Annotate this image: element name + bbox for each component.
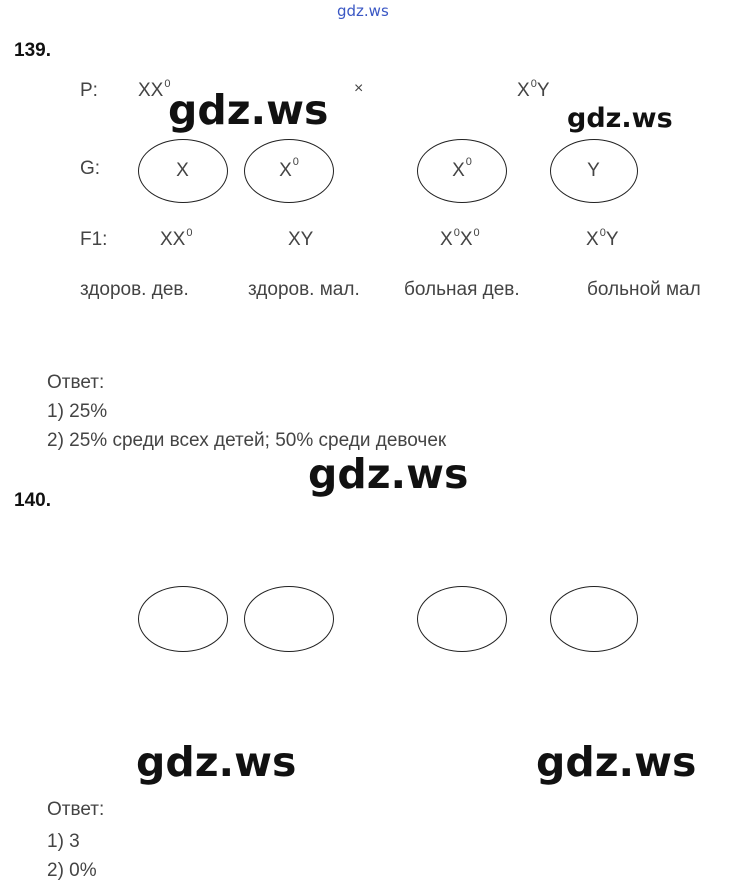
offspring-genotype-3: $X^0X^0$ <box>440 227 480 250</box>
gamete-oval-3: X 0 <box>417 139 507 203</box>
gamete-oval-1: X <box>138 139 228 203</box>
header-watermark: gdz.ws <box>337 2 389 20</box>
empty-oval-4 <box>550 586 638 652</box>
watermark: gdz.ws <box>536 738 697 786</box>
offspring-phenotype-3: больная дев. <box>404 279 520 300</box>
answer-140-line-1: 1) 3 <box>47 831 80 852</box>
answer-139-line-1: 1) 25% <box>47 401 108 422</box>
cross-sign: × <box>354 80 364 97</box>
parent-2-genotype: $X^0Y$ <box>517 78 550 101</box>
answer-139-line-2: 2) 25% среди всех детей; 50% среди девочек <box>47 430 447 451</box>
offspring-phenotype-1: здоров. дев. <box>80 279 189 300</box>
offspring-phenotype-4: больной мал <box>587 279 701 300</box>
gamete-oval-4: Y <box>550 139 638 203</box>
f1-label: F1: <box>80 229 108 250</box>
empty-oval-1 <box>138 586 228 652</box>
p-label: P: <box>80 80 98 101</box>
answer-140-line-2: 2) 0% <box>47 860 97 881</box>
empty-oval-3 <box>417 586 507 652</box>
watermark: gdz.ws <box>136 738 297 786</box>
answer-139-label: Ответ: <box>47 372 105 393</box>
watermark: gdz.ws <box>567 103 673 134</box>
watermark: gdz.ws <box>308 450 469 498</box>
watermark: gdz.ws <box>168 86 329 134</box>
offspring-genotype-2: XY <box>288 229 314 250</box>
gamete-oval-2: X 0 <box>244 139 334 203</box>
parent-1-genotype: $XX^0$ <box>138 78 171 101</box>
offspring-phenotype-2: здоров. мал. <box>248 279 360 300</box>
empty-oval-2 <box>244 586 334 652</box>
task-139-number: 139. <box>14 40 51 61</box>
g-label: G: <box>80 158 101 179</box>
answer-140-label: Ответ: <box>47 799 105 820</box>
offspring-genotype-1: $XX^0$ <box>160 227 193 250</box>
task-140-number: 140. <box>14 490 51 511</box>
offspring-genotype-4: $X^0Y$ <box>586 227 619 250</box>
